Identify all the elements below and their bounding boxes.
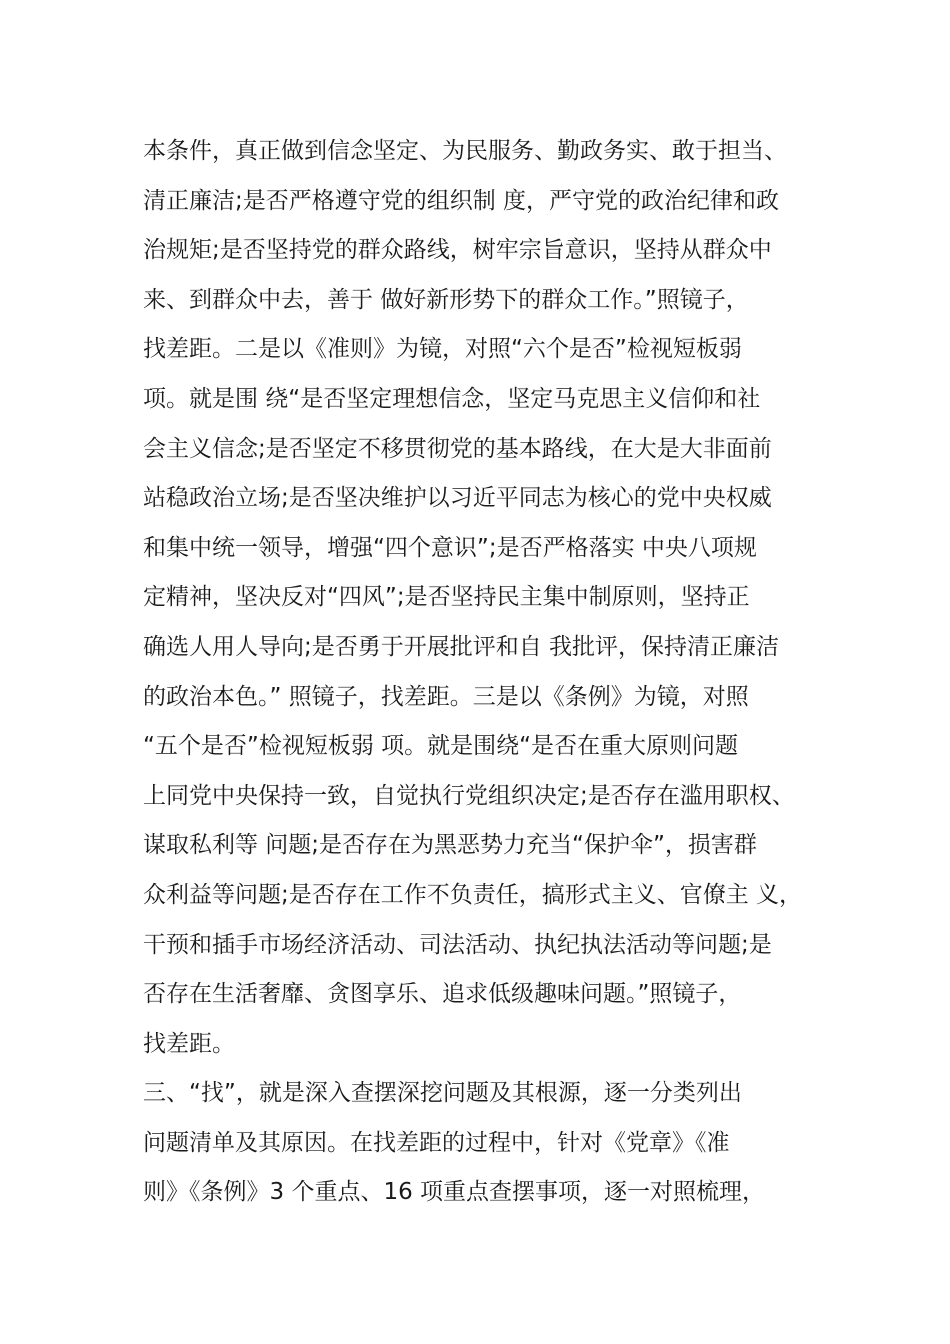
text-line: 和集中统一领导，增强“四个意识”;是否严格落实 中央八项规 <box>143 534 757 561</box>
text-line: 项。就是围 绕“是否坚定理想信念，坚定马克思主义信仰和社 <box>143 385 761 412</box>
text-line: 治规矩;是否坚持党的群众路线，树牢宗旨意识，坚持从群众中 <box>143 237 772 264</box>
text-line: 上同党中央保持一致，自觉执行党组织决定;是否存在滥用职权、 <box>143 782 795 809</box>
text-line: 问题清单及其原因。在找差距的过程中，针对《党章》《准 <box>143 1129 730 1156</box>
text-line: 站稳政治立场;是否坚决维护以习近平同志为核心的党中央权威 <box>143 485 772 512</box>
text-line: “五个是否”检视短板弱 项。就是围绕“是否在重大原则问题 <box>143 733 739 760</box>
text-line: 众利益等问题;是否存在工作不负责任，搞形式主义、官僚主 义， <box>143 881 803 908</box>
text-line: 谋取私利等 问题;是否存在为黑恶势力充当“保护伞”，损害群 <box>143 832 757 859</box>
text-line: 清正廉洁;是否严格遵守党的组织制 度，严守党的政治纪律和政 <box>143 187 780 214</box>
text-line: 干预和插手市场经济活动、司法活动、执纪执法活动等问题;是 <box>143 931 772 958</box>
text-line: 则》《条例》3 个重点、16 项重点查摆事项，逐一对照梳理， <box>143 1179 766 1206</box>
section-heading-line: 三、“找”，就是深入查摆深挖问题及其根源，逐一分类列出 <box>143 1080 742 1107</box>
text-line: 会主义信念;是否坚定不移贯彻党的基本路线，在大是大非面前 <box>143 435 772 462</box>
text-line: 否存在生活奢靡、贪图享乐、追求低级趣味问题。”照镜子， <box>143 981 742 1008</box>
text-line: 确选人用人导向;是否勇于开展批评和自 我批评，保持清正廉洁 <box>143 633 780 660</box>
text-line: 本条件，真正做到信念坚定、为民服务、勤政务实、敢于担当、 <box>143 138 787 164</box>
text-line: 定精神，坚决反对“四风”;是否坚持民主集中制原则，坚持正 <box>143 584 750 611</box>
text-line: 找差距。二是以《准则》为镜，对照“六个是否”检视短板弱 <box>143 336 742 363</box>
text-line: 的政治本色。” 照镜子，找差距。三是以《条例》为镜，对照 <box>143 683 749 710</box>
body-text <box>143 127 823 1218</box>
text-line: 找差距。 <box>143 1030 235 1057</box>
text-line: 来、到群众中去，善于 做好新形势下的群众工作。”照镜子， <box>143 286 749 313</box>
